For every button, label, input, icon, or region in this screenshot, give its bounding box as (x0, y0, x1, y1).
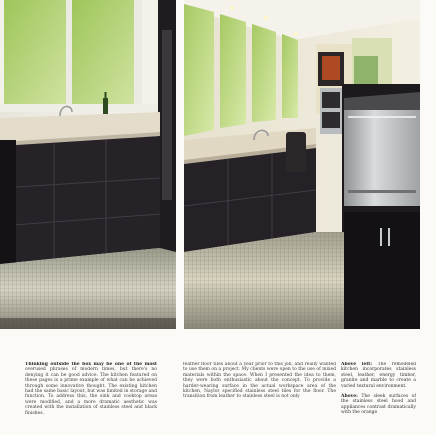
caption-2-text: The sleek surfaces of the stainless steel hood and appliances contrast dramatically with the orange (341, 394, 416, 416)
caption-1-text: The remodeled kitchen incorporates stainless steel, leather, energy timber, granite and marble to create a varied textural environment. (341, 362, 416, 389)
article-text-area (0, 362, 436, 435)
article-column-2 (183, 362, 336, 401)
article-paragraph-1 (25, 362, 157, 416)
kitchen-sink-window-photo (0, 0, 176, 329)
caption-1-label: Above left: (341, 362, 373, 367)
photo-caption-2 (341, 394, 416, 416)
caption-2-label: Above: (341, 394, 358, 400)
kitchen-range-hood-illustration (184, 0, 420, 329)
caption-column (341, 362, 416, 421)
article-lead-in: Thinking outside the box may be one of the most (25, 362, 157, 367)
article-body-text-1: overused phrases of modern times, but there's no denying it can be good advice. The kitchen featured on these pages is a prime example of what can be achieved through some innovative thought. The existing kitchen had the same basic layout, but was limited in storage and function. To address this, the sink and cooktop areas were modified, and a more dramatic aesthetic was created with the installation of stainless steel and black finishes. (25, 367, 157, 416)
article-column-1 (25, 362, 157, 417)
kitchen-range-hood-photo (184, 0, 420, 329)
article-body-text-2: feather floor tiles about a year prior to this job, and really wanted to use them on a project. My clients were open to the use of mixed materials within the space. When I presented the idea to them, they were both enthusiastic about the concept. To provide a harder-wearing surface in the actual workspace area of the kitchen, Naylor specified stainless steel tiles for the floor. The transition from leather to stainless steel is not only (183, 362, 336, 400)
kitchen-sink-window-illustration (0, 0, 176, 329)
photo-caption-1 (341, 362, 416, 389)
